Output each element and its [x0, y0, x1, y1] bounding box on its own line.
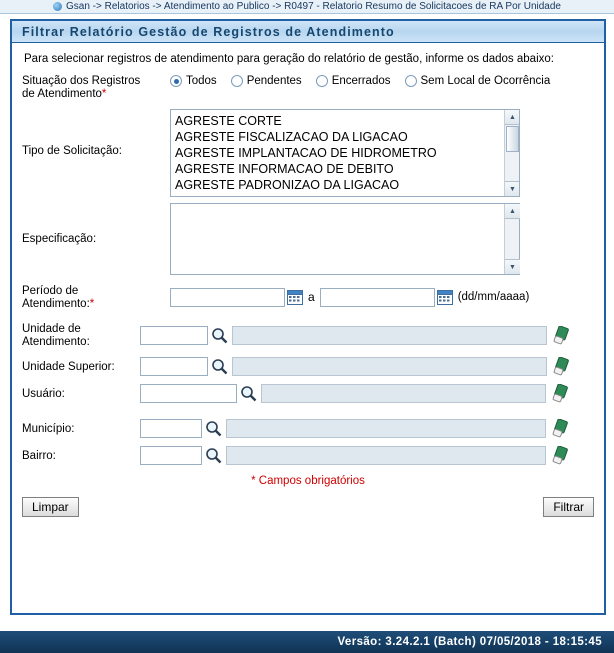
usuario-name-display — [261, 384, 546, 403]
calendar-icon-svg — [437, 290, 453, 305]
eraser-icon-svg — [552, 384, 569, 403]
eraser-icon-svg — [553, 357, 570, 376]
periodo-label — [22, 283, 170, 311]
radio-encerrados[interactable] — [316, 75, 391, 87]
magnifier-icon-svg — [205, 420, 222, 437]
unidade-superior-row — [22, 357, 594, 376]
listbox-scrollbar[interactable] — [504, 110, 519, 196]
list-item[interactable]: AGRESTE PADRONIZAO DA LIGACAO — [175, 178, 400, 192]
list-item[interactable]: AGRESTE IMPLANTACAO DE HIDROMETRO — [175, 146, 437, 160]
bairro-code-input[interactable] — [140, 446, 202, 465]
eraser-icon[interactable] — [552, 419, 569, 438]
magnifier-icon-svg — [211, 327, 228, 344]
especificacao-row — [22, 203, 594, 275]
unidade-superior-code-input[interactable] — [140, 357, 208, 376]
unidade-atendimento-name-display — [232, 326, 547, 345]
magnifier-icon[interactable] — [211, 358, 228, 375]
periodo-required-mark: * — [89, 298, 95, 310]
unidade-atendimento-row — [22, 321, 594, 349]
filter-button[interactable]: Filtrar — [543, 497, 594, 517]
footer-version-bar — [0, 631, 614, 653]
eraser-icon-svg — [552, 419, 569, 438]
municipio-label: Município: — [22, 423, 75, 435]
bairro-label: Bairro: — [22, 450, 56, 462]
periodo-fields — [170, 288, 529, 307]
situacao-label-line1: Situação dos Registros — [22, 75, 141, 87]
municipio-code-input[interactable] — [140, 419, 202, 438]
situacao-label-line2: de Atendimento — [22, 88, 102, 100]
periodo-format-hint: (dd/mm/aaaa) — [457, 291, 530, 303]
eraser-icon[interactable] — [553, 326, 570, 345]
magnifier-icon-svg — [240, 385, 257, 402]
municipio-name-display — [226, 419, 546, 438]
scroll-down-arrow-icon[interactable]: ▼ — [505, 259, 520, 274]
radio-sem-local[interactable] — [405, 75, 551, 87]
eraser-icon-svg — [553, 326, 570, 345]
magnifier-icon-svg — [211, 358, 228, 375]
footer-version-text: Versão: 3.24.2.1 (Batch) 07/05/2018 - 18:15:45 — [337, 636, 602, 648]
tipo-solicitacao-label: Tipo de Solicitação: — [22, 145, 122, 157]
periodo-label-line2-wrap — [22, 298, 170, 311]
tipo-solicitacao-options[interactable] — [171, 110, 519, 193]
radio-encerrados-dot[interactable] — [316, 75, 328, 87]
unidade-superior-fields — [140, 357, 594, 376]
situacao-label-line2-wrap — [22, 88, 170, 101]
magnifier-icon[interactable] — [205, 420, 222, 437]
situacao-label — [22, 73, 170, 101]
especificacao-label: Especificação: — [22, 233, 97, 245]
situacao-radio-group — [170, 73, 550, 87]
eraser-icon[interactable] — [552, 446, 569, 465]
gsan-globe-icon — [53, 2, 62, 11]
usuario-fields — [140, 384, 594, 403]
tipo-solicitacao-listbox[interactable] — [170, 109, 520, 197]
radio-encerrados-label: Encerrados — [331, 75, 391, 87]
municipio-row — [22, 419, 594, 438]
radio-sem-local-label: Sem Local de Ocorrência — [420, 75, 551, 87]
periodo-label-line1: Período de — [22, 285, 79, 297]
municipio-fields — [140, 419, 594, 438]
action-bar — [22, 497, 594, 517]
breadcrumb — [0, 0, 614, 14]
usuario-code-input[interactable] — [140, 384, 237, 403]
unidade-atendimento-label — [22, 321, 140, 349]
magnifier-icon[interactable] — [205, 447, 222, 464]
unidade-atendimento-label-line1: Unidade de — [22, 323, 81, 335]
tipo-solicitacao-row — [22, 109, 594, 197]
calendar-icon[interactable] — [437, 290, 453, 305]
list-item[interactable]: AGRESTE INFORMACAO DE DEBITO — [175, 162, 394, 176]
scrollbar-thumb[interactable] — [506, 126, 519, 152]
calendar-icon-svg — [287, 290, 303, 305]
unidade-atendimento-label-line2: Atendimento: — [22, 336, 90, 348]
radio-pendentes-dot[interactable] — [231, 75, 243, 87]
intro-text: Para selecionar registros de atendimento para geração do relatório de gestão, informe os dados abaixo: — [24, 53, 554, 65]
radio-todos-label: Todos — [186, 75, 217, 87]
unidade-atendimento-code-input[interactable] — [140, 326, 208, 345]
clear-button[interactable]: Limpar — [22, 497, 79, 517]
required-note: * Campos obrigatórios — [251, 475, 365, 487]
unidade-superior-name-display — [232, 357, 547, 376]
bairro-row — [22, 446, 594, 465]
especificacao-listbox[interactable] — [170, 203, 520, 275]
magnifier-icon[interactable] — [211, 327, 228, 344]
radio-todos-dot[interactable] — [170, 75, 182, 87]
eraser-icon[interactable] — [552, 384, 569, 403]
situacao-required-mark: * — [101, 88, 107, 100]
page-title: Filtrar Relatório Gestão de Registros de Atendimento — [12, 21, 604, 43]
periodo-label-line2: Atendimento: — [22, 298, 90, 310]
list-item[interactable]: AGRESTE FISCALIZACAO DA LIGACAO — [175, 130, 408, 144]
panel-body — [12, 43, 604, 517]
calendar-icon[interactable] — [287, 290, 303, 305]
radio-pendentes-label: Pendentes — [246, 75, 302, 87]
scroll-down-arrow-icon[interactable]: ▼ — [505, 181, 520, 196]
magnifier-icon[interactable] — [240, 385, 257, 402]
periodo-end-input[interactable] — [320, 288, 435, 307]
especificacao-scrollbar[interactable] — [504, 204, 519, 274]
periodo-start-input[interactable] — [170, 288, 285, 307]
filter-panel — [10, 19, 606, 615]
radio-todos[interactable] — [170, 75, 217, 87]
unidade-atendimento-fields — [140, 326, 594, 345]
eraser-icon[interactable] — [553, 357, 570, 376]
eraser-icon-svg — [552, 446, 569, 465]
magnifier-icon-svg — [205, 447, 222, 464]
scroll-up-arrow-icon[interactable]: ▲ — [505, 110, 520, 125]
usuario-row — [22, 384, 594, 403]
radio-sem-local-dot[interactable] — [405, 75, 417, 87]
situacao-row — [22, 73, 594, 101]
bairro-name-display — [226, 446, 546, 465]
list-item[interactable]: AGRESTE CORTE — [175, 114, 282, 128]
periodo-row — [22, 283, 594, 311]
bairro-fields — [140, 446, 594, 465]
breadcrumb-text: Gsan -> Relatorios -> Atendimento ao Publico -> R0497 - Relatorio Resumo de Solicitacoes de RA Por Unidade — [66, 1, 561, 12]
scroll-up-arrow-icon[interactable]: ▲ — [505, 204, 520, 219]
radio-pendentes[interactable] — [231, 75, 302, 87]
unidade-superior-label: Unidade Superior: — [22, 361, 115, 373]
periodo-separator: a — [308, 290, 315, 304]
usuario-label: Usuário: — [22, 388, 65, 400]
